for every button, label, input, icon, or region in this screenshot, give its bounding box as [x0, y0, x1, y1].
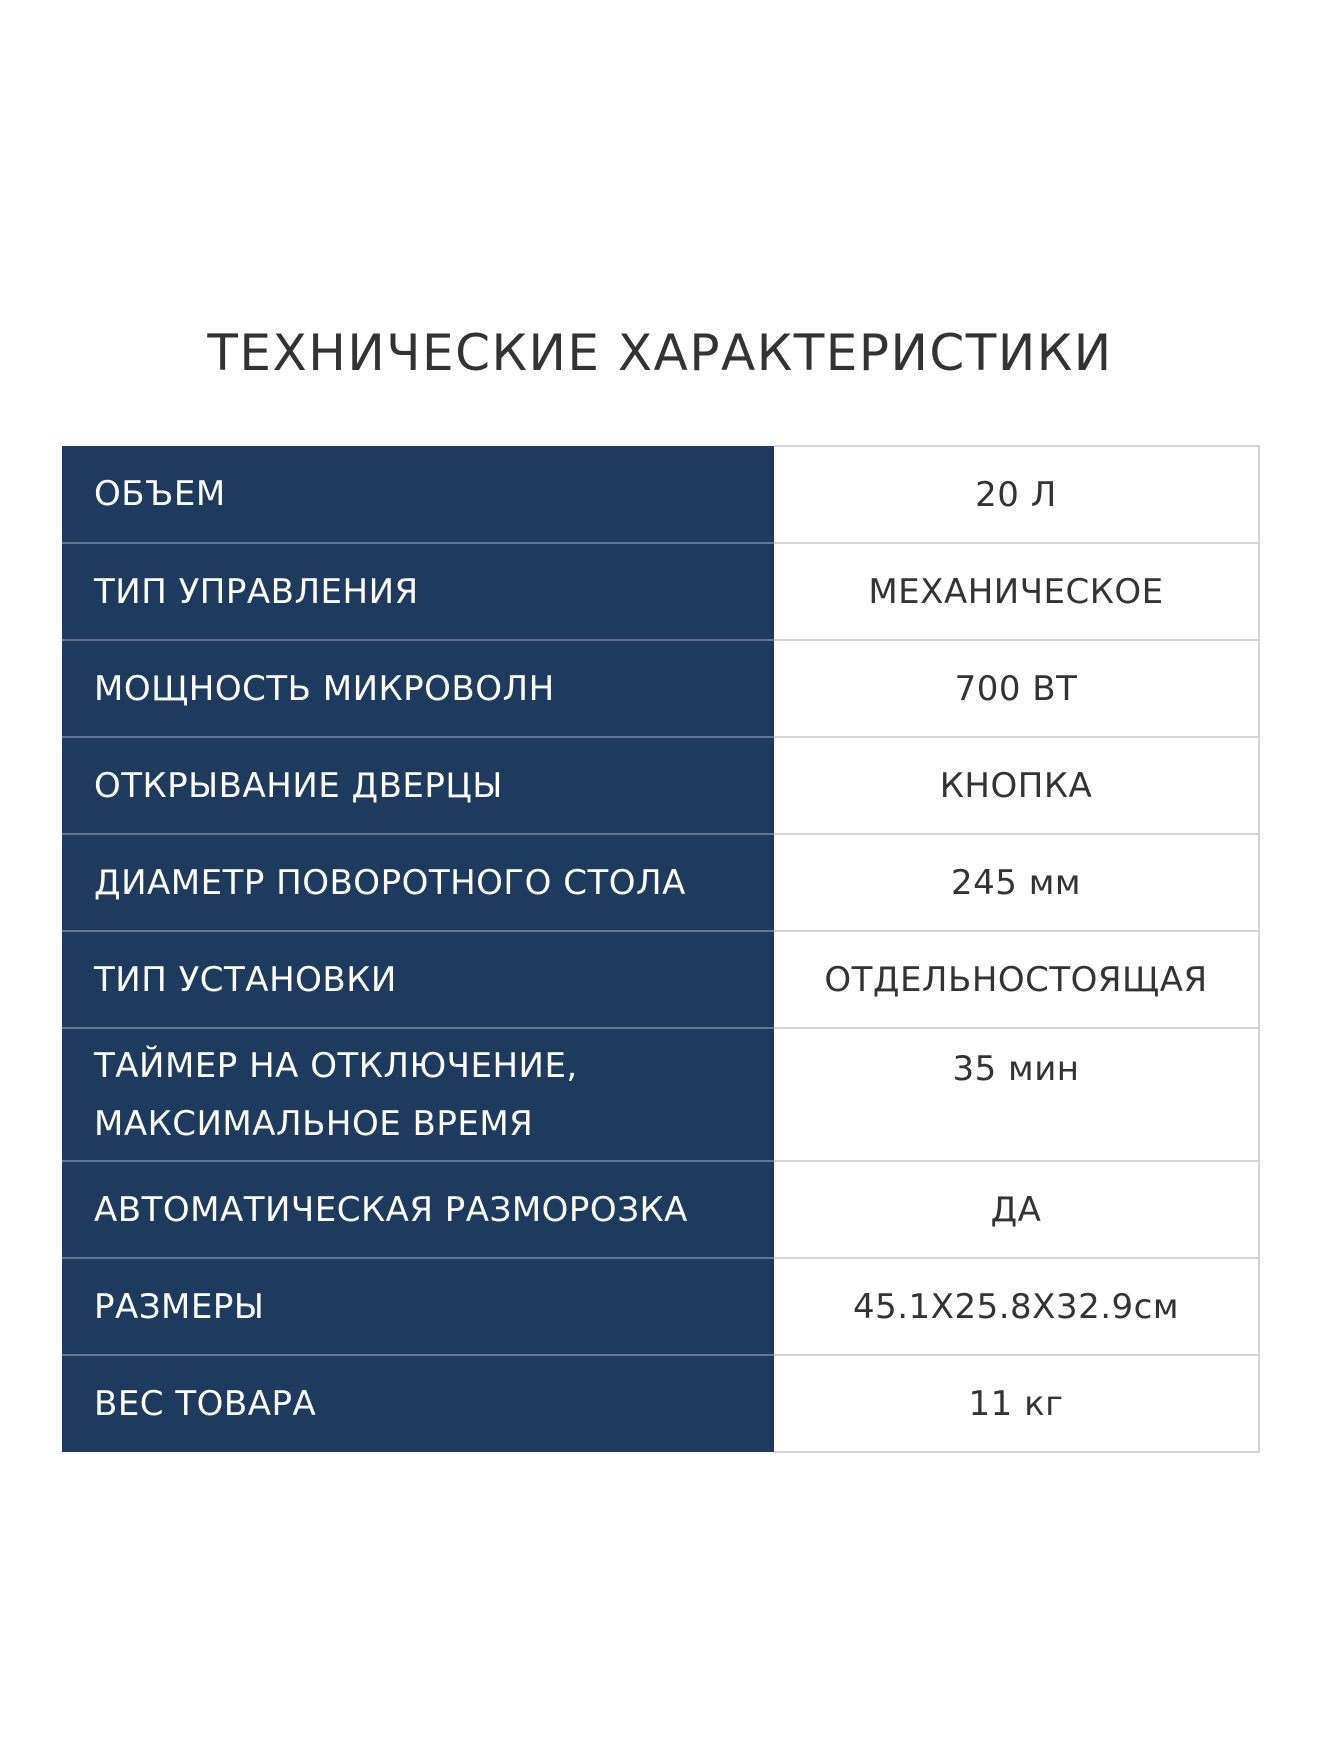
spec-label-line: ТАЙМЕР НА ОТКЛЮЧЕНИЕ,: [94, 1045, 578, 1086]
spec-label-line: РАЗМЕРЫ: [94, 1286, 265, 1327]
spec-value: 700 ВТ: [774, 640, 1259, 737]
page-title: ТЕХНИЧЕСКИЕ ХАРАКТЕРИСТИКИ: [207, 323, 1113, 382]
spec-row: [62, 1028, 1259, 1161]
spec-value: КНОПКА: [774, 737, 1259, 834]
spec-label-line: ДИАМЕТР ПОВОРОТНОГО СТОЛА: [94, 862, 686, 903]
spec-value: 45.1X25.8X32.9см: [774, 1258, 1259, 1355]
spec-label: [62, 737, 774, 834]
spec-row: [62, 834, 1259, 931]
spec-label-line: ТИП УСТАНОВКИ: [94, 959, 397, 1000]
spec-value: 35 мин: [774, 1028, 1259, 1161]
spec-label-line: МОЩНОСТЬ МИКРОВОЛН: [94, 668, 555, 709]
spec-label: [62, 834, 774, 931]
spec-row: [62, 1258, 1259, 1355]
spec-label-line: АВТОМАТИЧЕСКАЯ РАЗМОРОЗКА: [94, 1189, 688, 1230]
spec-value: ОТДЕЛЬНОСТОЯЩАЯ: [774, 931, 1259, 1028]
spec-row: [62, 1355, 1259, 1452]
spec-label: [62, 1258, 774, 1355]
spec-label: [62, 1355, 774, 1452]
spec-label: [62, 1161, 774, 1258]
spec-value: 20 Л: [774, 446, 1259, 543]
spec-label-line: ТИП УПРАВЛЕНИЯ: [94, 571, 419, 612]
spec-label-line: ОТКРЫВАНИЕ ДВЕРЦЫ: [94, 765, 503, 806]
spec-value: ДА: [774, 1161, 1259, 1258]
spec-row: [62, 640, 1259, 737]
spec-value: МЕХАНИЧЕСКОЕ: [774, 543, 1259, 640]
spec-value: 245 мм: [774, 834, 1259, 931]
spec-value: 11 кг: [774, 1355, 1259, 1452]
spec-label: [62, 543, 774, 640]
specifications-table: [62, 445, 1260, 1453]
spec-label: [62, 446, 774, 543]
spec-row: [62, 1161, 1259, 1258]
spec-row: [62, 446, 1259, 543]
spec-label: [62, 640, 774, 737]
spec-row: [62, 543, 1259, 640]
spec-label-line: ОБЪЕМ: [94, 474, 226, 514]
spec-row: [62, 931, 1259, 1028]
specifications-table-body: [62, 446, 1259, 1452]
spec-label: [62, 931, 774, 1028]
spec-label-line: МАКСИМАЛЬНОЕ ВРЕМЯ: [94, 1103, 534, 1144]
spec-row: [62, 737, 1259, 834]
spec-label: [62, 1028, 774, 1161]
spec-label-line: ВЕС ТОВАРА: [94, 1384, 317, 1424]
